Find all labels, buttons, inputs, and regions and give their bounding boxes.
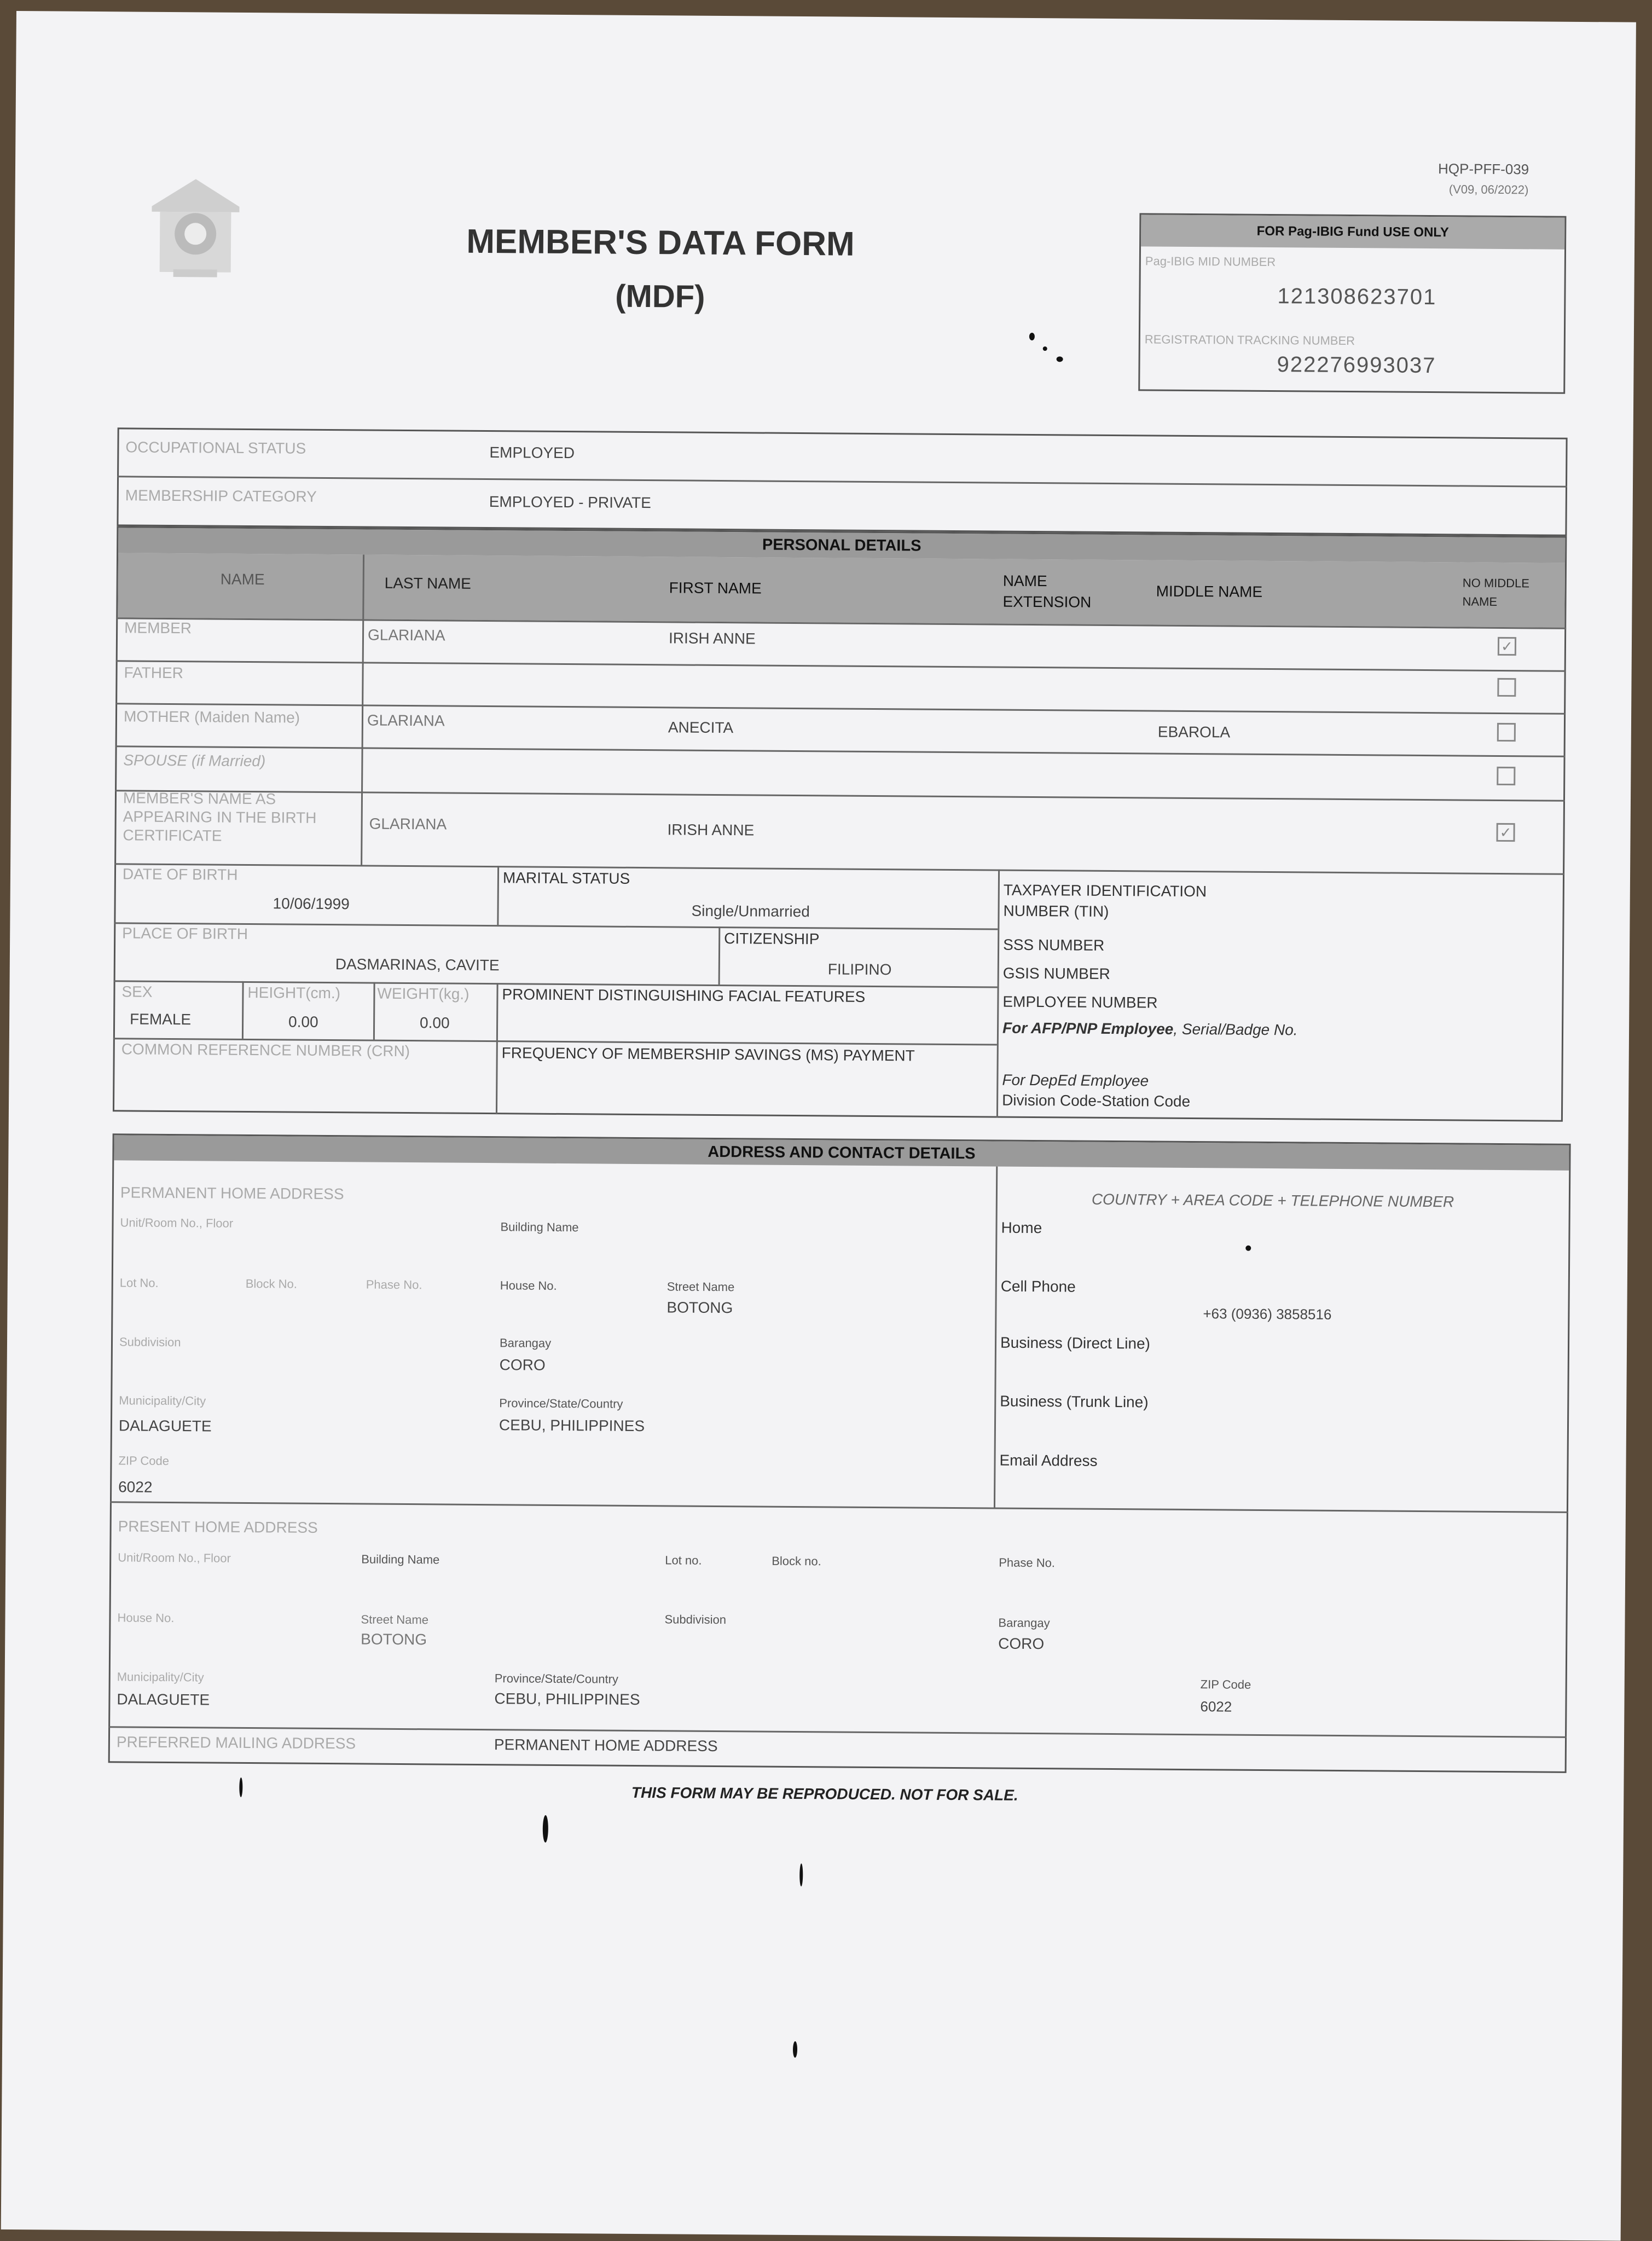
perm-zip-label: ZIP Code: [118, 1454, 170, 1468]
occupational-status-label: OCCUPATIONAL STATUS: [125, 438, 306, 457]
col-no-middle-name: NO MIDDLE NAME: [1462, 576, 1530, 609]
mother-first-name: ANECITA: [668, 719, 734, 737]
perm-phase-label: Phase No.: [366, 1277, 422, 1292]
pob-label: PLACE OF BIRTH: [122, 924, 248, 942]
facial-features-label: PROMINENT DISTINGUISHING FACIAL FEATURES: [502, 986, 866, 1005]
birthcert-no-middle-checkbox[interactable]: ✓: [1496, 823, 1515, 842]
perm-province-value: CEBU, PHILIPPINES: [499, 1416, 645, 1435]
sss-label: SSS NUMBER: [1003, 936, 1105, 954]
perm-municipality-value: DALAGUETE: [118, 1417, 212, 1435]
birthcert-last-name: GLARIANA: [369, 815, 447, 833]
address-details-header: ADDRESS AND CONTACT DETAILS: [114, 1135, 1569, 1171]
mother-middle-name: EBAROLA: [1157, 723, 1231, 741]
footer-note: THIS FORM MAY BE REPRODUCED. NOT FOR SALE.: [631, 1783, 1018, 1804]
mother-last-name: GLARIANA: [367, 711, 445, 729]
perm-unit-label: Unit/Room No., Floor: [120, 1215, 234, 1230]
employee-number-label: EMPLOYEE NUMBER: [1002, 993, 1158, 1011]
pres-province-value: CEBU, PHILIPPINES: [494, 1690, 640, 1709]
business-direct-label: Business (Direct Line): [1000, 1334, 1151, 1352]
col-middle-name: MIDDLE NAME: [1156, 582, 1263, 600]
col-first-name: FIRST NAME: [669, 579, 762, 597]
col-name: NAME: [220, 570, 265, 588]
business-trunk-label: Business (Trunk Line): [1000, 1392, 1149, 1411]
citizenship-value: FILIPINO: [827, 960, 892, 978]
form-version: (V09, 06/2022): [1448, 182, 1529, 197]
membership-category-label: MEMBERSHIP CATEGORY: [125, 487, 317, 505]
cell-phone-label: Cell Phone: [1000, 1277, 1076, 1295]
perm-municipality-label: Municipality/City: [119, 1393, 206, 1408]
occupational-status-value: EMPLOYED: [489, 444, 575, 462]
row-father-label: FATHER: [124, 664, 184, 682]
height-label: HEIGHT(cm.): [247, 983, 341, 1002]
perm-province-label: Province/State/Country: [499, 1396, 623, 1411]
mailing-address-label: PREFERRED MAILING ADDRESS: [116, 1733, 356, 1752]
father-no-middle-checkbox[interactable]: [1497, 678, 1516, 697]
dob-label: DATE OF BIRTH: [122, 865, 238, 883]
perm-building-label: Building Name: [500, 1220, 579, 1235]
perm-house-label: House No.: [500, 1278, 557, 1293]
member-last-name: GLARIANA: [367, 626, 445, 644]
pres-zip-label: ZIP Code: [1200, 1677, 1251, 1692]
pres-building-label: Building Name: [361, 1552, 440, 1567]
mid-number-label: Pag-IBIG MID NUMBER: [1145, 254, 1276, 269]
home-phone-label: Home: [1001, 1219, 1042, 1237]
pres-subdivision-label: Subdivision: [664, 1612, 727, 1627]
perm-barangay-label: Barangay: [499, 1336, 552, 1350]
sex-value: FEMALE: [130, 1010, 192, 1028]
address-details-table: [108, 1133, 1571, 1773]
marital-status-label: MARITAL STATUS: [502, 869, 630, 887]
weight-value: 0.00: [420, 1014, 450, 1032]
deped-label: For DepEd Employee: [1002, 1071, 1149, 1090]
deped-suffix: Division Code-Station Code: [1002, 1091, 1191, 1110]
logo: [141, 173, 251, 283]
fund-use-header: FOR Pag-IBIG Fund USE ONLY: [1141, 215, 1564, 249]
spouse-no-middle-checkbox[interactable]: [1497, 767, 1515, 785]
perm-street-value: BOTONG: [666, 1299, 733, 1317]
gsis-label: GSIS NUMBER: [1002, 964, 1110, 982]
dob-value: 10/06/1999: [273, 895, 350, 913]
pres-municipality-label: Municipality/City: [117, 1670, 204, 1684]
pres-block-label: Block no.: [772, 1554, 821, 1568]
page-subtitle: (MDF): [615, 278, 705, 315]
perm-barangay-value: CORO: [499, 1356, 546, 1374]
pres-zip-value: 6022: [1200, 1698, 1232, 1715]
personal-details-header: PERSONAL DETAILS: [118, 528, 1565, 563]
mailing-address-value: PERMANENT HOME ADDRESS: [494, 1736, 718, 1755]
col-last-name: LAST NAME: [384, 574, 472, 592]
rtn-label: REGISTRATION TRACKING NUMBER: [1144, 332, 1355, 348]
pres-lot-label: Lot no.: [665, 1553, 702, 1567]
citizenship-label: CITIZENSHIP: [724, 930, 820, 948]
present-address-label: PRESENT HOME ADDRESS: [118, 1518, 318, 1536]
marital-status-value: Single/Unmarried: [691, 902, 810, 920]
pres-municipality-value: DALAGUETE: [117, 1690, 210, 1709]
row-birth-cert-label: MEMBER'S NAME AS APPEARING IN THE BIRTH CERTIFICATE: [123, 789, 317, 844]
perm-street-label: Street Name: [666, 1279, 735, 1294]
frequency-label: FREQUENCY OF MEMBERSHIP SAVINGS (MS) PAYMENT: [501, 1044, 915, 1064]
sex-label: SEX: [121, 983, 153, 1000]
perm-lot-label: Lot No.: [119, 1276, 159, 1290]
row-mother-label: MOTHER (Maiden Name): [123, 708, 300, 726]
height-value: 0.00: [288, 1013, 318, 1030]
pres-house-label: House No.: [117, 1611, 175, 1625]
permanent-address-label: PERMANENT HOME ADDRESS: [120, 1184, 344, 1203]
afp-label-bold: For AFP/PNP Employee: [1002, 1019, 1174, 1038]
member-first-name: IRISH ANNE: [668, 629, 756, 647]
afp-label-suffix: , Serial/Badge No.: [1173, 1020, 1298, 1039]
email-label: Email Address: [999, 1451, 1098, 1469]
pres-barangay-value: CORO: [998, 1635, 1045, 1653]
form-code: HQP-PFF-039: [1437, 160, 1529, 178]
phone-header: COUNTRY + AREA CODE + TELEPHONE NUMBER: [1091, 1190, 1454, 1211]
pres-province-label: Province/State/Country: [494, 1671, 619, 1686]
pres-barangay-label: Barangay: [998, 1615, 1050, 1630]
mother-no-middle-checkbox[interactable]: [1497, 723, 1516, 742]
pres-phase-label: Phase No.: [999, 1555, 1056, 1570]
pres-street-label: Street Name: [361, 1612, 429, 1627]
perm-block-label: Block No.: [245, 1276, 298, 1291]
row-spouse-label: SPOUSE (if Married): [123, 751, 266, 770]
member-no-middle-checkbox[interactable]: ✓: [1498, 637, 1516, 656]
perm-subdivision-label: Subdivision: [119, 1335, 181, 1350]
membership-category-value: EMPLOYED - PRIVATE: [489, 493, 652, 512]
cell-phone-value: +63 (0936) 3858516: [1203, 1305, 1332, 1323]
fund-use-box: [1138, 213, 1566, 393]
page-title: MEMBER'S DATA FORM: [466, 222, 855, 263]
rtn-value: 922276993037: [1277, 352, 1436, 378]
mid-number-value: 121308623701: [1277, 284, 1437, 310]
pres-unit-label: Unit/Room No., Floor: [118, 1550, 231, 1565]
crn-label: COMMON REFERENCE NUMBER (CRN): [121, 1040, 410, 1060]
row-member-label: MEMBER: [124, 619, 192, 637]
birthcert-first-name: IRISH ANNE: [667, 821, 755, 839]
form-page: [1, 11, 1636, 2241]
col-name-extension: NAME EXTENSION: [1002, 572, 1092, 611]
weight-label: WEIGHT(kg.): [377, 985, 469, 1003]
pob-value: DASMARINAS, CAVITE: [335, 956, 500, 974]
afp-label: [1002, 1020, 1298, 1039]
pres-street-value: BOTONG: [361, 1630, 427, 1648]
tin-label: TAXPAYER IDENTIFICATION NUMBER (TIN): [1003, 881, 1207, 920]
perm-zip-value: 6022: [118, 1478, 153, 1496]
